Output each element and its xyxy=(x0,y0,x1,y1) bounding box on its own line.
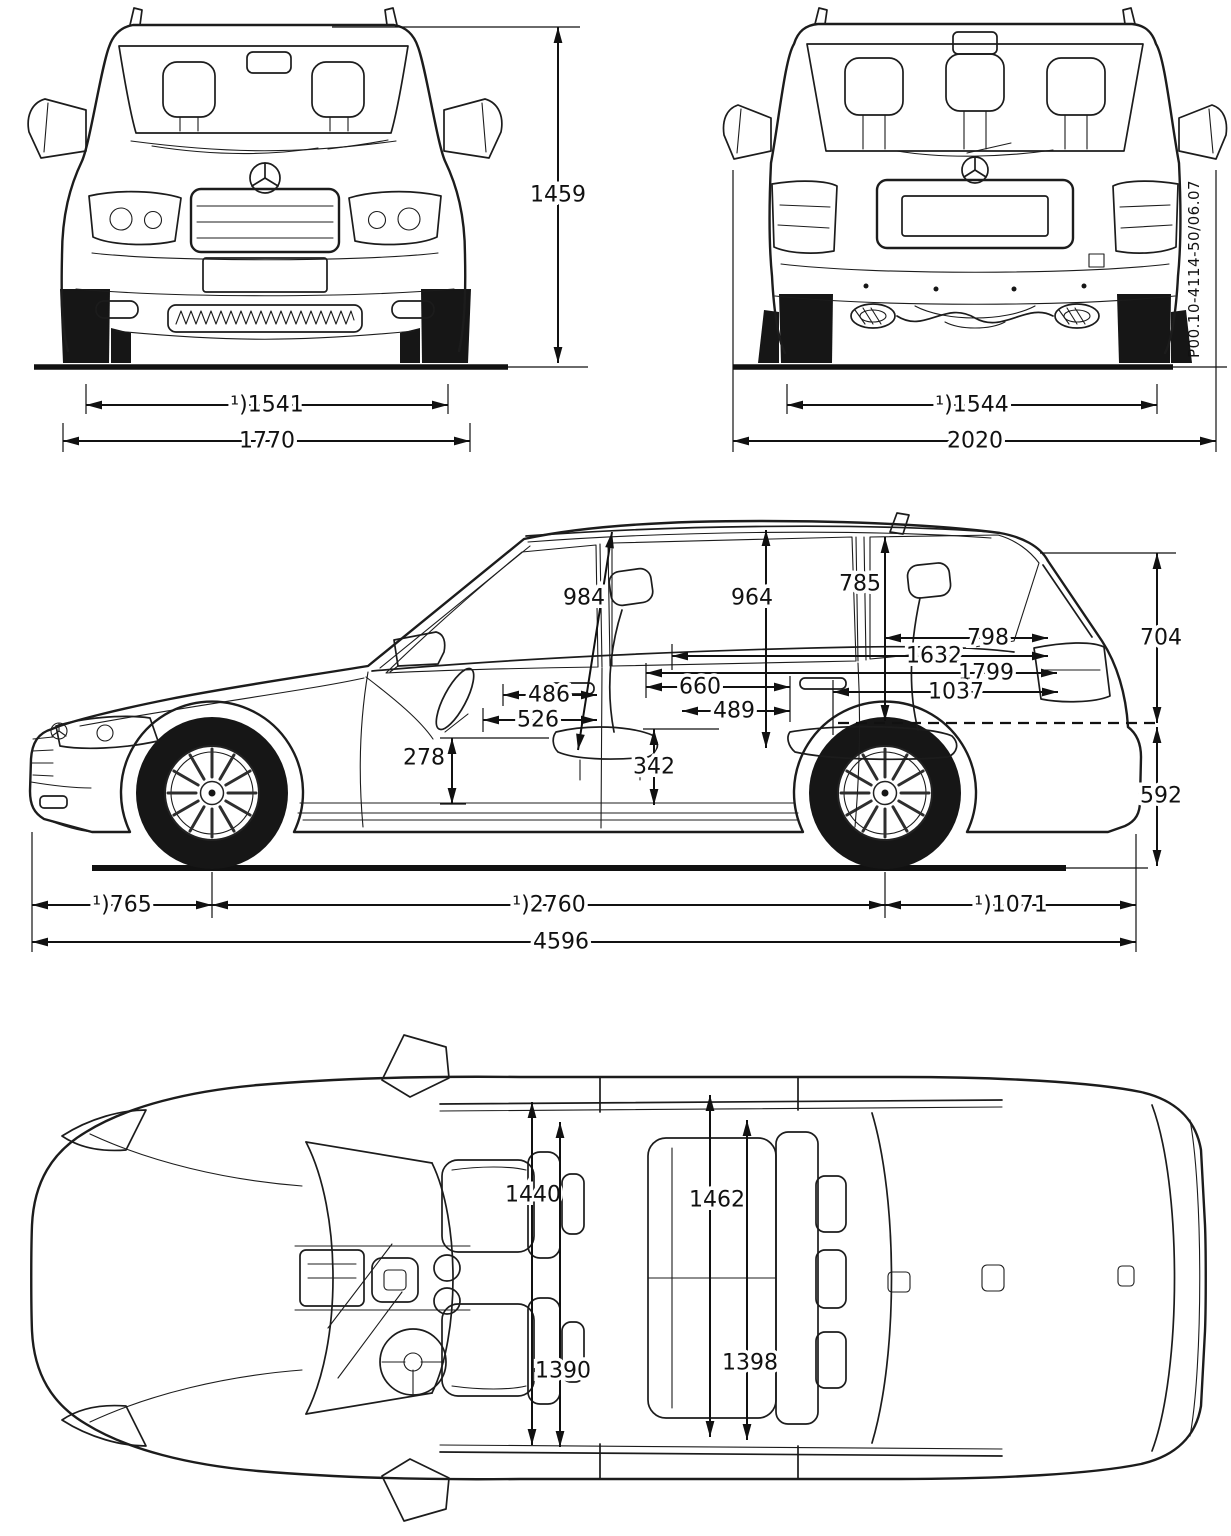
side-mirror xyxy=(382,1459,449,1521)
top-car-art xyxy=(31,1035,1206,1521)
dim-label-1632: 1632 xyxy=(906,643,962,669)
dim-label-765: ¹)765 xyxy=(92,892,152,918)
dim-label-height: 1459 xyxy=(530,182,586,208)
dim-label-1462: 1462 xyxy=(689,1187,745,1213)
dim-tail-upper xyxy=(1040,553,1182,723)
front-wheel xyxy=(136,717,288,869)
dim-label-4596: 4596 xyxy=(533,929,589,955)
top-view xyxy=(0,1020,1231,1536)
dim-seat-front xyxy=(503,683,597,708)
dim-headroom-front xyxy=(563,532,612,750)
dim-label-278: 278 xyxy=(403,745,445,771)
dim-load-sill xyxy=(1140,727,1182,866)
dim-label-1037: 1037 xyxy=(928,679,984,705)
dim-label-486: 486 xyxy=(528,682,570,708)
side-mirror xyxy=(382,1035,449,1097)
dim-overall-length xyxy=(32,930,1136,955)
dim-seat-height-rear xyxy=(633,729,719,805)
dim-label-660: 660 xyxy=(679,674,721,700)
dim-width-rear-upper xyxy=(689,1095,745,1437)
dim-seat-height-front xyxy=(403,738,549,804)
rearview-mirror xyxy=(247,52,291,73)
dim-label-1440: 1440 xyxy=(505,1182,561,1208)
dim-label-1398: 1398 xyxy=(722,1350,778,1376)
rear-wheel xyxy=(809,717,961,869)
license-plate xyxy=(203,258,327,292)
dim-label-1390: 1390 xyxy=(535,1358,591,1384)
license-plate xyxy=(902,196,1048,236)
dim-label-track-front: ¹)1541 xyxy=(230,392,304,418)
dim-label-785: 785 xyxy=(839,571,881,597)
dim-label-width-front: 1770 xyxy=(239,428,295,454)
dim-label-704: 704 xyxy=(1140,625,1182,651)
dim-label-1799: 1799 xyxy=(958,660,1014,686)
rear-car-art xyxy=(724,8,1227,367)
dim-label-964: 964 xyxy=(731,585,773,611)
dim-front-width xyxy=(63,423,470,454)
dim-rear-track xyxy=(787,384,1157,418)
side-view xyxy=(0,480,1231,1010)
front-car-art xyxy=(28,8,588,367)
dim-width-front-lower xyxy=(535,1122,591,1447)
dim-label-width-rear: 2020 xyxy=(947,428,1003,454)
mercedes-star-icon xyxy=(51,723,67,739)
dim-seat-rear xyxy=(682,699,790,724)
dim-label-2760: ¹)2760 xyxy=(512,892,586,918)
interior-plan xyxy=(295,1132,1134,1424)
front-view xyxy=(0,0,615,470)
rear-view xyxy=(615,0,1231,470)
dim-label-489: 489 xyxy=(713,698,755,724)
dim-label-798: 798 xyxy=(967,625,1009,651)
dim-label-track-rear: ¹)1544 xyxy=(935,392,1009,418)
dim-width-rear-lower xyxy=(722,1120,778,1440)
dim-label-526: 526 xyxy=(517,707,559,733)
dim-label-1071: ¹)1071 xyxy=(974,892,1048,918)
dim-front-track xyxy=(86,384,448,418)
part-number: P00.10-4114-50/06.07 xyxy=(1185,179,1203,358)
dim-label-592: 592 xyxy=(1140,783,1182,809)
dim-label-342: 342 xyxy=(633,754,675,780)
door-handle xyxy=(800,678,846,689)
dim-label-984: 984 xyxy=(563,585,605,611)
dim-wheelbase xyxy=(212,872,885,918)
dim-load-height xyxy=(839,537,885,721)
